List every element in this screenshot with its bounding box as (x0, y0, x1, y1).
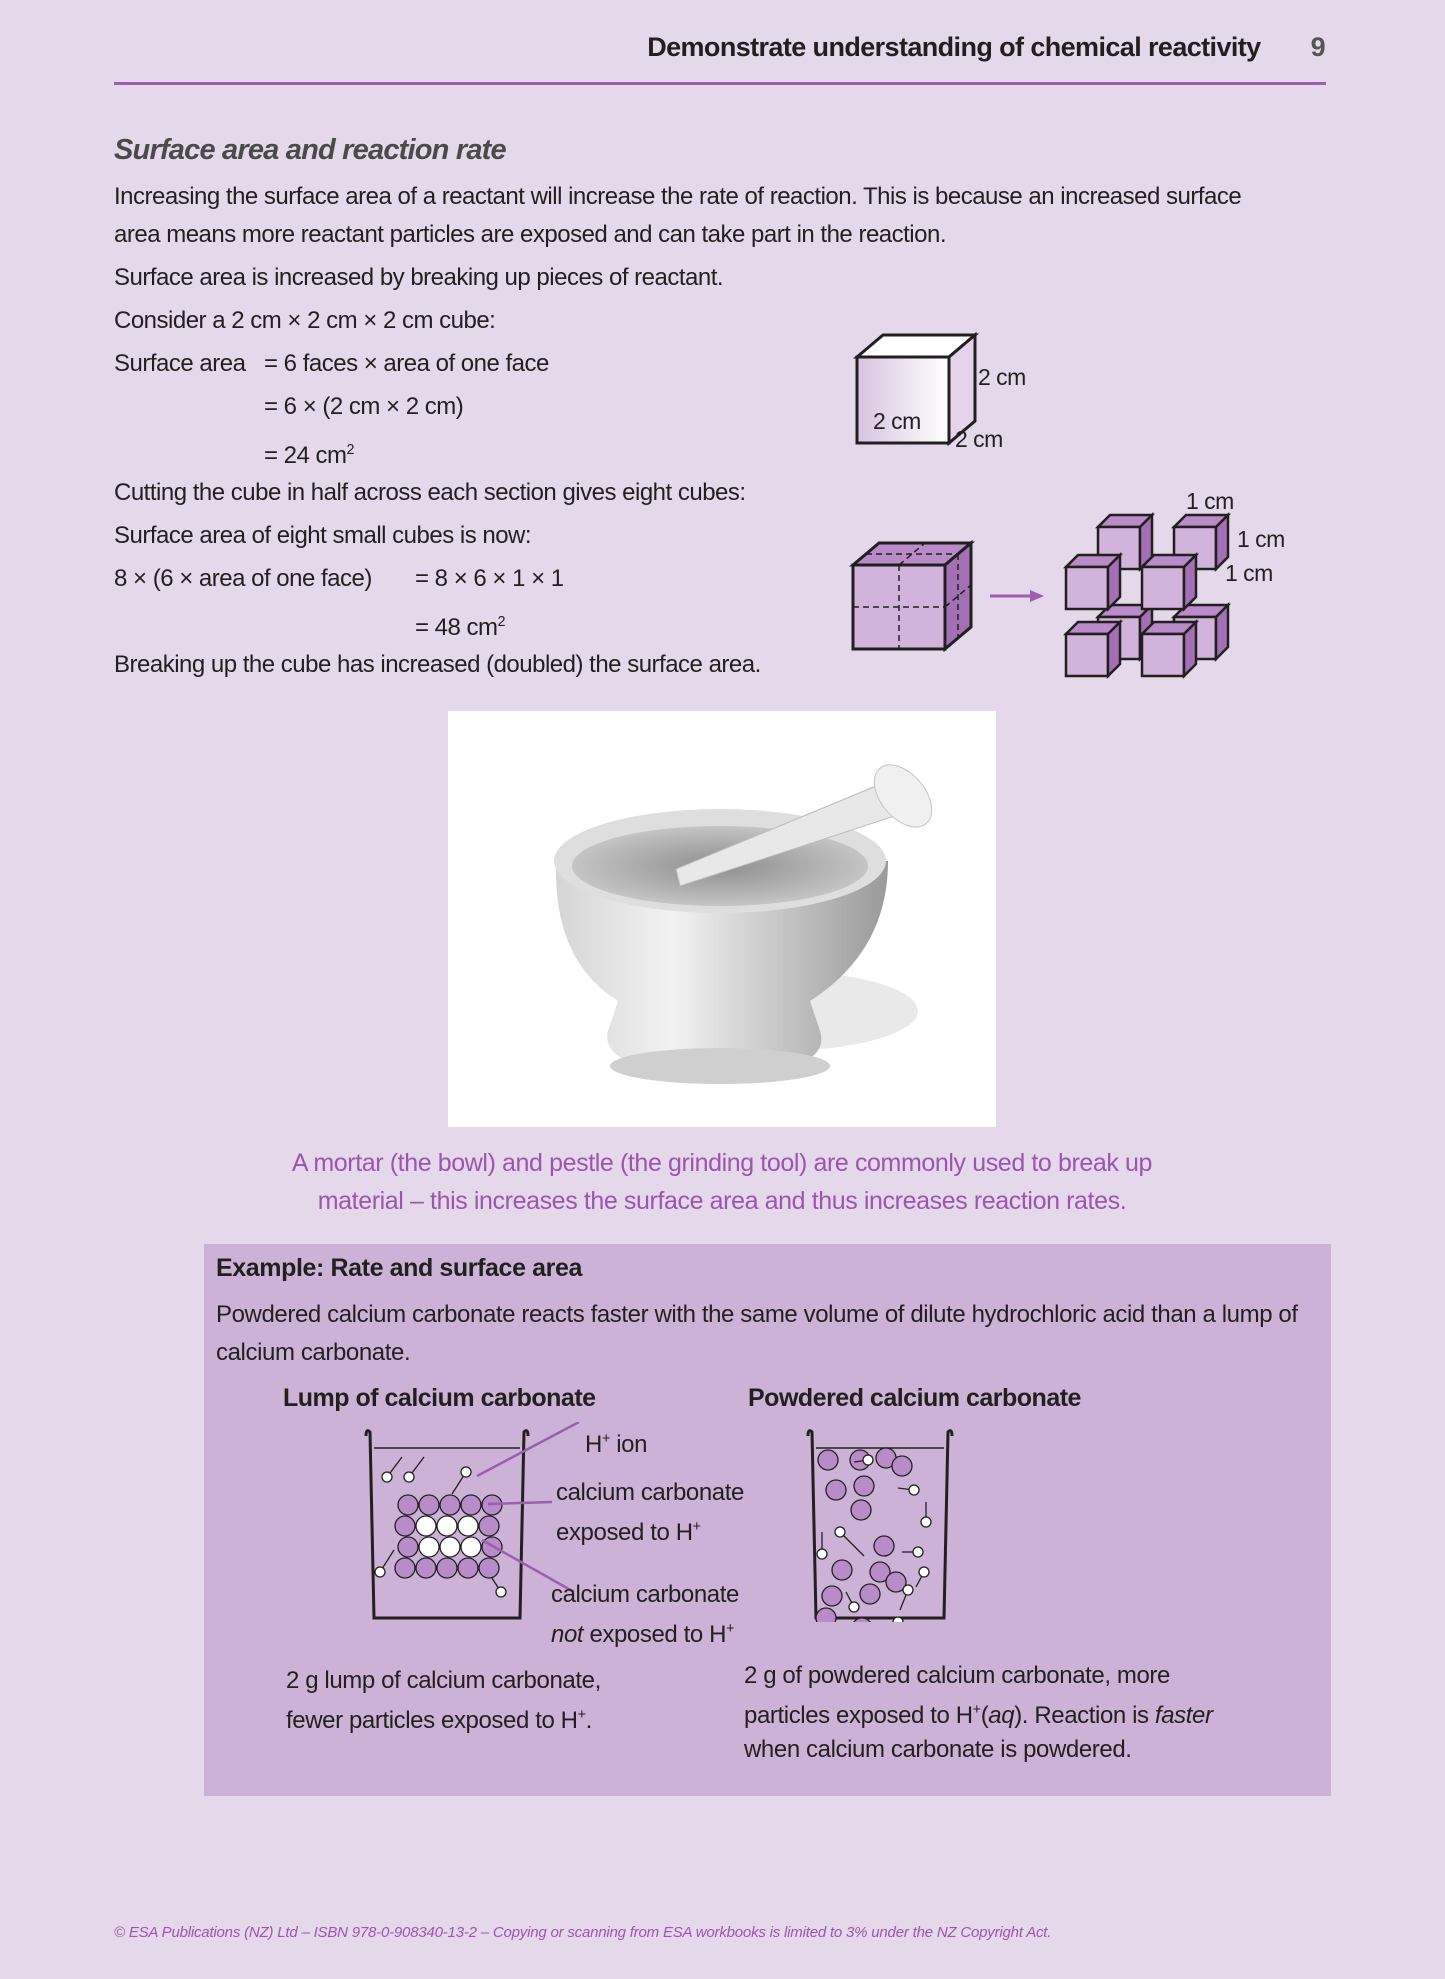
example-box (204, 1244, 1331, 1796)
dim-depth: 2 cm (955, 426, 1003, 452)
photo-caption (222, 1144, 1222, 1220)
h-ion (496, 1587, 506, 1597)
example-title: Example: Rate and surface area (216, 1254, 582, 1282)
arrow-icon (988, 588, 1048, 604)
lump-heading: Lump of calcium carbonate (283, 1384, 596, 1412)
caption-line: A mortar (the bowl) and pestle (the grinding tool) are commonly used to break up (291, 1149, 1153, 1177)
lump-note: 2 g lump of calcium carbonate, fewer particles exposed to H+. (286, 1667, 601, 1734)
small-cube (1066, 555, 1120, 609)
calc-value: = 24 cm (264, 442, 347, 469)
label-exposed: calcium carbonate exposed to H+ (556, 1479, 744, 1546)
label-h-ion: H+ ion (585, 1431, 648, 1458)
particle-exposed (479, 1558, 499, 1578)
header-title: Demonstrate understanding of chemical reactivity (647, 32, 1261, 62)
footer-copyright: © ESA Publications (NZ) Ltd – ISBN 978-0-908340-13-2 – Copying or scanning from ESA workbooks is limited to 3% under the NZ Copyright Act. (114, 1924, 1052, 1941)
particle-exposed (395, 1558, 415, 1578)
particle-exposed (461, 1495, 481, 1515)
calc-line (415, 603, 505, 647)
small-cube (1066, 622, 1120, 676)
powder-particle (874, 1536, 894, 1556)
powder-particle (854, 1476, 874, 1496)
small-dim-height: 1 cm (1237, 526, 1285, 552)
paragraph: area means more reactant particles are exposed and can take part in the reaction. (114, 221, 946, 248)
small-dim-width: 1 cm (1186, 488, 1234, 514)
particle-exposed (458, 1558, 478, 1578)
paragraph: Cutting the cube in half across each section gives eight cubes: (114, 479, 746, 506)
calc-line (264, 431, 354, 475)
calc-label: 8 × (6 × area of one face) (114, 565, 372, 592)
paragraph: Breaking up the cube has increased (doubled) the surface area. (114, 651, 761, 678)
particle-exposed (395, 1516, 415, 1536)
powder-particle (892, 1456, 912, 1476)
caption-line: material – this increases the surface area and thus increases reaction rates. (317, 1187, 1127, 1215)
particle-unexposed (419, 1537, 439, 1557)
h-ion (913, 1547, 923, 1557)
h-ion (382, 1472, 392, 1482)
powder-beaker-diagram (800, 1422, 980, 1622)
particle-exposed (398, 1537, 418, 1557)
running-header (647, 32, 1325, 63)
particle-unexposed (461, 1537, 481, 1557)
powder-note: 2 g of powdered calcium carbonate, more particles exposed to H+(aq). Reaction is faster when calcium carbonate is powdered. (744, 1662, 1213, 1763)
eight-small-cubes-diagram (1060, 510, 1240, 680)
h-ion (375, 1567, 385, 1577)
powder-particle (832, 1560, 852, 1580)
particle-unexposed (437, 1516, 457, 1536)
particle-exposed (440, 1495, 460, 1515)
particle-unexposed (416, 1516, 436, 1536)
small-cube (1142, 555, 1196, 609)
particle-exposed (419, 1495, 439, 1515)
powder-particle (818, 1450, 838, 1470)
powder-particle (826, 1480, 846, 1500)
powder-particle (822, 1586, 842, 1606)
paragraph: Increasing the surface area of a reactant will increase the rate of reaction. This is because an increased surface (114, 183, 1242, 210)
h-ion (903, 1585, 913, 1595)
calc-label: Surface area (114, 350, 246, 377)
header-rule (114, 82, 1326, 85)
h-ion (909, 1485, 919, 1495)
calc-line: = 6 faces × area of one face (264, 350, 549, 377)
h-ion (893, 1617, 903, 1622)
calc-value: = 48 cm (415, 614, 498, 641)
powder-particle (860, 1584, 880, 1604)
mortar-and-pestle-photo (448, 711, 996, 1127)
particle-exposed (398, 1495, 418, 1515)
h-ion (461, 1467, 471, 1477)
section-heading: Surface area and reaction rate (114, 134, 506, 166)
h-ion (849, 1602, 859, 1612)
paragraph: Consider a 2 cm × 2 cm × 2 cm cube: (114, 307, 496, 334)
dim-width: 2 cm (873, 408, 921, 434)
h-ion (835, 1527, 845, 1537)
superscript: 2 (497, 614, 506, 630)
calc-line: = 8 × 6 × 1 × 1 (415, 565, 564, 592)
particle-unexposed (440, 1537, 460, 1557)
h-ion (817, 1549, 827, 1559)
dim-height: 2 cm (978, 364, 1026, 390)
h-ion (921, 1517, 931, 1527)
paragraph: Surface area of eight small cubes is now: (114, 522, 532, 549)
page-number: 9 (1310, 32, 1325, 62)
small-dim-depth: 1 cm (1225, 560, 1273, 586)
powder-particle (816, 1608, 836, 1622)
calc-line: = 6 × (2 cm × 2 cm) (264, 393, 464, 420)
paragraph: Surface area is increased by breaking up pieces of reactant. (114, 264, 724, 291)
powder-heading: Powdered calcium carbonate (748, 1384, 1081, 1412)
mortar-pestle-image (448, 711, 996, 1127)
small-cube (1142, 622, 1196, 676)
particle-unexposed (458, 1516, 478, 1536)
superscript: 2 (346, 442, 355, 458)
particle-exposed (416, 1558, 436, 1578)
particle-exposed (479, 1516, 499, 1536)
label-not-exposed: calcium carbonate not exposed to H+ (551, 1581, 739, 1648)
powder-particle (851, 1500, 871, 1520)
h-ion (919, 1567, 929, 1577)
example-description: Powdered calcium carbonate reacts faster with the same volume of dilute hydrochloric acid than a lump of calcium carbonate. (216, 1301, 1298, 1366)
h-ion (863, 1455, 873, 1465)
particle-exposed (437, 1558, 457, 1578)
divided-cube-diagram (845, 540, 980, 652)
h-ion (404, 1472, 414, 1482)
